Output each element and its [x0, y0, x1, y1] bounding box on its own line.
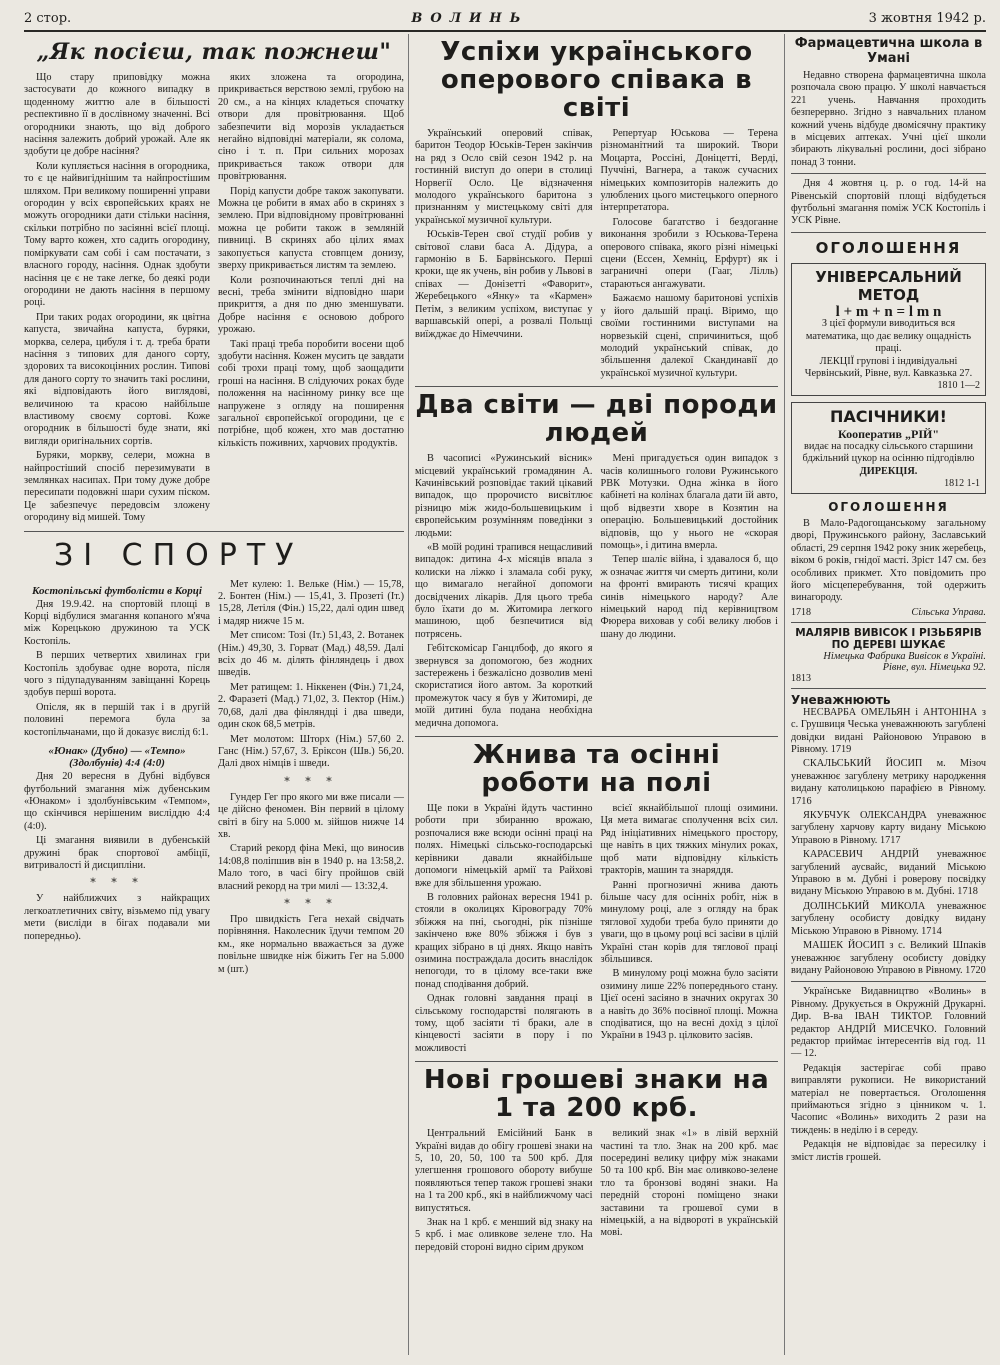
worlds-col-a: [415, 453, 593, 732]
paragraph: Коли купляється насіння в огородника, то є це найвигіднішим та найпростішим шляхом. При великому поширенні управи огородин у всіх європейських краях не можуть огородники дати стільки насіння, скільки потрібно по засіянні всієї площі. Тому варто кожен, хто садить огородину, поміркувати сам собі і сам постачати, з власного городу, насіння. Однак здобути насіння це є не таке легке, бо деякі роди огородини не дають насіння в першому році.: [24, 160, 210, 309]
ad-title: ПАСІЧНИКИ!: [830, 407, 947, 427]
paragraph: Мет молотом: Шторх (Нім.) 57,60 2. Ганс (Нім.) 57,67, 3. Еріксон (Шв.) 56,20. Далі двох німців і шведи.: [218, 733, 404, 770]
paragraph: Знак на 1 крб. є менший від знаку на 5 крб. і має оливкове зелене тло. На передовій стороні видно сірим друком: [415, 1217, 593, 1253]
banknotes-col-b: [601, 1128, 779, 1256]
paragraph: Опісля, як в першій так і в другій половині перемога була за костопільчанами, що й доказує вислід 6:1.: [24, 701, 210, 738]
divider: [415, 1061, 778, 1062]
paragraph: В перших четвертих хвилинах гри Костопіль здобуває одне ворота, після чого з підупадуванням завіщанні Корець здобув перші ворота.: [24, 650, 210, 699]
ad-title: УНІВЕРСАЛЬНИЙ МЕТОД: [815, 267, 962, 304]
article-title-opera: Успіхи українського оперового співака в світі: [440, 37, 753, 123]
paragraph: В минулому році можна було засіяти озимину лише 22% попереднього стану. Цієї осені засіяно в значних округах 30 а навіть до 36% посівної площі. Можна сподіватися, що на весні дохід з цілої України в 1943 р. цілковито засіяв.: [600, 968, 778, 1042]
ad-lessons: ЛЕКЦІЇ групові і індивідуальні: [819, 355, 958, 367]
paragraph: Про швидкість Гега нехай свідчать порівняння. Наколесник їдучи темпом 20 км., яке нормально вважається за дуже повільне швидке ніж біжить Гег на 5.000 м (шт.): [218, 913, 404, 975]
ad-text: З цієї формули виводиться вся математика, що дає велику ощадність праці.: [805, 318, 972, 355]
gardening-col-b: [218, 72, 404, 527]
ad-subtitle: Кооператив „РІЙ": [838, 427, 939, 442]
paragraph: яких зложена та огородина, прикривається верствою землі, грубою на 20 см., а на кінцях кладеться спочатку отвори для провітрювання. Щоб забезпечити від морозів укладається негайно відповідні матеріали, як солома, сіно і т. п. При сильних морозах прикривається також отвори для провітрювання.: [218, 72, 404, 183]
ad-text: видає на посадку сільського старшини бджільний цукор на осінню підгодівлю: [802, 440, 975, 465]
ad-address: Червінський, Рівне, вул. Кавказька 27.: [804, 367, 973, 379]
ad-universal-method: [791, 263, 986, 396]
paragraph: Однак головні завдання праці в сільському господарстві полягають в тому, щоб засіяти ті браки, але в кінцевості засіяти в пору і по можливості: [415, 993, 593, 1054]
paragraph: НЕСВАРБА ОМЕЛЬЯН і АНТОНІНА з с. Грушвиця Чеська уневажнюють загублені довідки видані Районовою Управою в Рівному. 1719: [791, 706, 986, 755]
paragraph: ДОЛІНСЬКИЙ МИКОЛА уневажнює загублену особисту довідку видану Міською Управою в Рівному. 1714: [791, 900, 986, 937]
divider: [791, 622, 986, 623]
paragraph: Дня 20 вересня в Дубні відбувся футбольний змагання між дубенським «Юнаком» і здолбунівським «Темпом», що скінчився нерішеним висліддю 4:4 (4:0).: [24, 771, 210, 832]
ad-formula: l + m + n = l m n: [835, 303, 942, 320]
paragraph: Такі праці треба поробити восени щоб здобути насіння. Кожен мусить це завдати собі трохи праці тому, щоб заощадити гроші на насіння. В слідуючих роках буде положення на насінному ринку все ще напружене з огляду на поширення загальної європейської огородини, це є потрібне, щоб кожен, хто мав достатню кількість поживних, харчових продуктів.: [218, 338, 404, 449]
nullification-heading: Уневажнюють: [791, 692, 891, 707]
sport-headline: «Юнак» (Дубно) — «Темпо» (Здолбунів) 4:4 (4:0): [48, 745, 186, 770]
paragraph: Мет списом: Тозі (Іт.) 51,43, 2. Вотанек (Нім.) 49,30, 3. Горват (Мад.) 48,59. Далі всіх до 46 м. ділять фінляндець і двох шведів.: [218, 630, 404, 679]
ad-title: МАЛЯРІВ ВИВІСОК І РІЗЬБЯРІВ ПО ДЕРЕВІ ШУКАЄ: [795, 626, 982, 651]
sport-col-b: [218, 579, 404, 978]
banknotes-col-a: [415, 1128, 593, 1256]
article-title-banknotes: Нові грошеві знаки на 1 та 200 крб.: [423, 1065, 770, 1124]
paragraph: В головних районах вересня 1941 р. стояли в околицях Кіровограду 70% збіжжя на пні, сьогодні, рік пізніше закінчено вже 80% збіжжя і був з кращих зібрано в ці днях. Якщо навіть озимина постраждала досить внаслідок непогоди, то в цілому все-таки вже понад сподівання добрий.: [415, 891, 593, 990]
column-right: [784, 34, 986, 1355]
paragraph: СКАЛЬСЬКИЙ ЙОСИП м. Мізоч уневажнює загублену метрику народження видану католицькою парафією в Рівному. 1716: [791, 758, 986, 807]
paragraph: У найближчих з найкращих легкоатлетичних світу, візьмемо під увагу мети (висліди в бігах подавали ми попередньо).: [24, 893, 210, 942]
ad-number: 1812 1-1: [944, 477, 980, 489]
paragraph: Ще поки в Україні йдуть частинно роботи при збиранню врожаю, розпочалися вже всюди осінні праці на полях. Німецькі сільсько-господарські керівники давали якнайбільше допомоги німецькій армії та Райхові вже для збільшення урожаю.: [415, 803, 593, 889]
paragraph: Що стару приповідку можна застосувати до кожного випадку в щоденному життю але в більшості респективно її в дослівному значенні. Всі огородники знають, що від доброго насіння залежить добрий урожай. Але як здобути це добре насіння?: [24, 72, 210, 158]
divider: [791, 688, 986, 689]
paragraph: ЯКУБЧУК ОЛЕКСАНДРА уневажнює загублену харчову карту видану Міською Управою в Рівному. 1717: [791, 810, 986, 846]
paragraph: Репертуар Юськова — Терена різноманітний та широкий. Твори Моцарта, Россіні, Доніцетті, Верді, Пуччіні, Вагнера, а також сучасних німецьких композиторів належить до улюблених цього мистецького оперного інтерпретатора.: [600, 128, 778, 214]
column-middle: [408, 34, 778, 1355]
article-title-pharmacy: Фармацевтична школа в Умані: [794, 36, 983, 66]
harvest-col-a: [415, 803, 593, 1057]
ad-address: Рівне, вул. Німецька 92.: [882, 661, 986, 673]
divider: [415, 736, 778, 737]
harvest-col-b: [601, 803, 779, 1057]
column-left: [24, 34, 404, 1355]
separator-stars: * * *: [90, 876, 144, 890]
article-title-gardening: „Як посієш, так пожнеш": [36, 39, 392, 65]
paragraph: Порід капусти добре також закопувати. Можна це робити в ямах або в скринях з землею. При відповідному провітрюванні можна це робити також в земляній пивниці. В скринях або цілих ямах закопується капуста стовпцем донизу, зверху прикривається листям та землею.: [218, 185, 404, 272]
paragraph: Українське Видавництво «Волинь» в Рівному. Друкується в Окружній Друкарні. Дир. В-ва ІВАН ТИКТОР. Головний редактор АНДРІЙ МИСЕЧКО. Головний редактор приймає інтересентів від год. 11 — 12.: [791, 986, 986, 1060]
paragraph: Мет кулею: 1. Вельке (Нім.) — 15,78, 2. Бонтен (Нім.) — 15,41, 3. Прозеті (Іт.) 15,28, Летіля (Фін.) 15,22, далі один швед і мадяр нижче 15 м.: [218, 578, 404, 627]
paragraph: Недавно створена фармацевтична школа розпочала свою працю. У школі навчається 221 учень. Навчання проходить безперервно. Згідно з навчальних планом кожний учень відбуде двомісячну практику в місцевих аптеках. Учні цієї школи збирають лікувальні рослини, досі зібрано понад 3 тонни.: [791, 70, 986, 168]
ad-number: 1813: [791, 672, 811, 684]
paragraph: «В моїй родині трапився нещасливий випадок: дитина 4-х місяців впала з колиски на ліжко і зламала собі руку, що вимагало негайної допомоги досвідчених лікарів. Для цього треба було їхати до м. Житомира легкого машиною, щоб безпечитися від потрясень.: [415, 541, 593, 640]
paragraph: Гебітскомісар Ганцлбоф, до якого я звернувся за допомогою, без жодних застережень і безжалісно дозволив мені скористатися його автом. За короткий промежуток часу я був у Житомирі, де моїй дитині була подана необхідна медична допомога.: [415, 643, 593, 729]
paragraph: Ці змагання виявили в дубенській дружині брак спортової амбіції, витривалості й дисципліни.: [24, 835, 210, 871]
paragraph: великий знак «1» в лівій верхній частині та тло. Знак на 200 крб. має посередині велику цифру між знаками 50 та 100 крб. Він має оливково-зелене тло та бронзові водяні знаки. На передній стороні поміщено знаки заставини та грошевої суми в німецькій, а на відвороті в українській мові.: [600, 1128, 778, 1239]
paragraph: всієї якнайбільшої площі озимини. Ця мета вимагає сполучення всіх сил. Ряд ініціативних німецького простору, ще навіть в цих тяжких мінулих роках, щоб мати відповідну кількість тракторів, машин та знаряддя.: [600, 803, 778, 877]
sport-col-a: [24, 579, 210, 978]
issue-date: 3 жовтня 1942 р.: [868, 10, 986, 26]
paragraph: В Мало-Радогощанському загальному дворі, Пружинського району, Заславський області, 29 серпня 1942 року зник жеребець, віком 6 років, гнідої масті. Зріст 147 см. без особливих прикмет. Хто повідомить про його місцеперебування, той одержить винагороду.: [791, 517, 986, 604]
divider: [791, 232, 986, 233]
announcement-heading: ОГОЛОШЕННЯ: [828, 499, 949, 514]
paragraph: Коли розпочинаються теплі дні на весні, треба змінити відповідно шари прикриття, а дня по дню зменшувати. Добре насіння є основою доброго урожаю.: [218, 274, 404, 336]
paragraph: Гундер Гег про якого ми вже писали — це дійсно феномен. Він первий в цілому світі в бігу на 5.000 м. зійшов нижче 14 хв.: [218, 791, 404, 840]
ad-signature: ДИРЕКЦІЯ.: [859, 465, 918, 477]
ad-text: Німецька Фабрика Вивісок в Україні.: [823, 650, 986, 662]
divider: [791, 173, 986, 174]
ad-number: 1810 1—2: [937, 380, 980, 392]
paragraph: Голосове багатство і бездоганне виконання зробили з Юськова-Терена оперового співака, якого різні німецькі сцени (Ессен, Хемніц, Ерфурт) як і заграничні опери (Гааг, Лілль) стараються ангажувати.: [600, 216, 778, 290]
sport-section-title: ЗІ СПОРТУ: [54, 537, 304, 573]
ad-beekeepers: [791, 402, 986, 494]
divider: [24, 531, 404, 532]
paragraph: При таких родах огородини, як цвітна капуста, звичайна капуста, буряки, морква, селера, цибуля і т. д. треба брати насіння з типових для даного сорту, здорових та високоцінних рослин. Типові для даного сорту то значить такі рослини, які відповідають його виглядові, величиною та красою найбільше властивому своєму сортові. Коже огородник в більшості буде знати, які вигляди оригінальних сортів.: [24, 311, 210, 447]
worlds-col-b: [601, 453, 779, 732]
divider: [791, 981, 986, 982]
ad-number: 1718: [791, 606, 811, 618]
paragraph: Мет ратищем: 1. Ніккенен (Фін.) 71,24, 2. Фаразеті (Мад.) 71,02, 3. Пектор (Нім.) 70,68, далі два фінляндці і два шведи, один скок 68,5 метрів.: [218, 681, 404, 731]
paragraph: Бажаємо нашому баритонові успіхів у його дальшій праці. Віримо, що своїми гостинними виступами на норвезькій сцені, спричиниться, щоб молодий український співак, до збільшення далекої Скандинавії до української музичної культури.: [600, 293, 778, 379]
separator-stars: * * *: [284, 896, 338, 910]
paragraph: Центральний Емісійний Банк в Україні видав до обігу грошеві знаки на 5, 10, 20, 50, 100 та 500 крб. Для улегшення грошового обороту вибуше появляються тепер також грошеві знаки на 1 та 200 крб., які в найближчому часі випустяться.: [415, 1128, 593, 1214]
ads-heading: ОГОЛОШЕННЯ: [815, 238, 962, 257]
paragraph: Дня 4 жовтня ц. р. о год. 14-й на Рівенській спортовій площі відбудеться футбольні змагання поміж УСК Костопіль і УСК Рівне.: [791, 178, 986, 227]
page-number: 2 стор.: [24, 10, 72, 26]
paragraph: Буряки, моркву, селери, можна в найпростіший спосіб перезимувати в землянках насипах. При тому дуже добре пересипати подовжні шари сухим піском. Це забезпечує передовсім зложену огородину від мишей. Тому: [24, 450, 210, 524]
article-title-harvest: Жнива та осінні роботи на полі: [472, 740, 721, 799]
separator-stars: * * *: [284, 774, 338, 788]
newspaper-title: ВОЛИНЬ: [411, 10, 529, 26]
paragraph: Ранні прогнозичні жнива дають більше часу для осінніх робіт, ніж в минулому році, але з огляду на брак тяглової худоби треба було приняти до уваги, що в цьому році всі засіви в цілій Україні стан корів для тяглової праці збільшився.: [600, 879, 778, 965]
paragraph: Тепер шаліє війна, і здавалося б, що ж означає життя чи смерть дитини, коли на фронті вмирають тисячі кращих синів німецького народу? Але німецький народ під керівництвом Фюрера виховав у собі велику любов і шану до людини.: [600, 554, 778, 640]
paragraph: Редакція застерігає собі право виправляти рукописи. Не використаний матеріал не повертається. Оголошення приймаються згідно з цінником ч. 1. Часопис «Волинь» виходить 2 рази на тиждень: в неділю і в середу.: [791, 1062, 986, 1136]
paragraph: Юськів-Терен свої студії робив у світової слави баса А. Дідура, а гармонію в Б. Барвінського. Перші кроки, ще як учень, він робив у Львові в співах — Донізетті «Фаворит», Жеребецького «Янку» та «Кармен» Петім, з великим успіхом, виступає у варшавській опері, а розвалі Польщі виїжджає до Німеччини.: [415, 229, 593, 340]
opera-col-a: [415, 128, 593, 382]
paragraph: Мені пригадується один випадок з часів колишнього голови Ружинського РВК Мотузки. Одна жінка в його кабінеті на колінах благала дати їй авто, щоб вiдвезти хворе в Козятин на операцію. Большевицький достойник відповів, що у нього не «скорая помощь», і дитина вмерла.: [600, 453, 778, 551]
paragraph: Дня 19.9.42. на спортовій площі в Корці відбулися змагання копаного м'яча між Корецькою дружиною та УСК Костопіль.: [24, 598, 210, 647]
paragraph: МАШЕК ЙОСИП з с. Великий Шпаків уневажнює загублену особисту довідку видану Районовою Управою в Рівному. 1720: [791, 940, 986, 976]
gardening-col-a: [24, 72, 210, 527]
paragraph: КАРАСЕВИЧ АНДРІЙ уневажнює загублений аусвайс, виданий Міською Управою в м. Дубні і роверову посвідку видану Міською Управою в м. Дубні. 1718: [791, 849, 986, 898]
ad-signature: Сільська Управа.: [911, 606, 986, 618]
divider: [415, 386, 778, 387]
paragraph: Редакція не відповідає за пересилку і зміст листів грошей.: [791, 1139, 986, 1163]
masthead: [24, 8, 986, 32]
opera-col-b: [601, 128, 779, 382]
paragraph: Старий рекорд фіна Мекі, що виносив 14:08,8 поліпшив він в 1940 р. на 13:58,2. Мало того, в часі бігу пройшов свій власний рекорд на три милі — 13:32,4.: [218, 843, 404, 892]
sport-headline: Костопільські футболісти в Корці: [32, 584, 202, 597]
paragraph: В часописі «Ружинський вісник» місцевий український громадянин А. Качинівський розповідає такий цікавий випадок, що пророчисто висвітлює різницю між жидо-большевицьким і європейським розумінням поведінки з людьми:: [415, 453, 593, 539]
paragraph: Український оперовий співак, баритон Теодор Юськів-Терен закінчив на ряд з Осло свій сезон 1942 р. на гостинній виступ до опери в столиці Норвегії Осло. Це відзначення молодого українського баритона з признанням у мистецькому світі для української музичної культури.: [415, 128, 593, 226]
article-title-two-worlds: Два світи — дві породи людей: [415, 390, 778, 449]
